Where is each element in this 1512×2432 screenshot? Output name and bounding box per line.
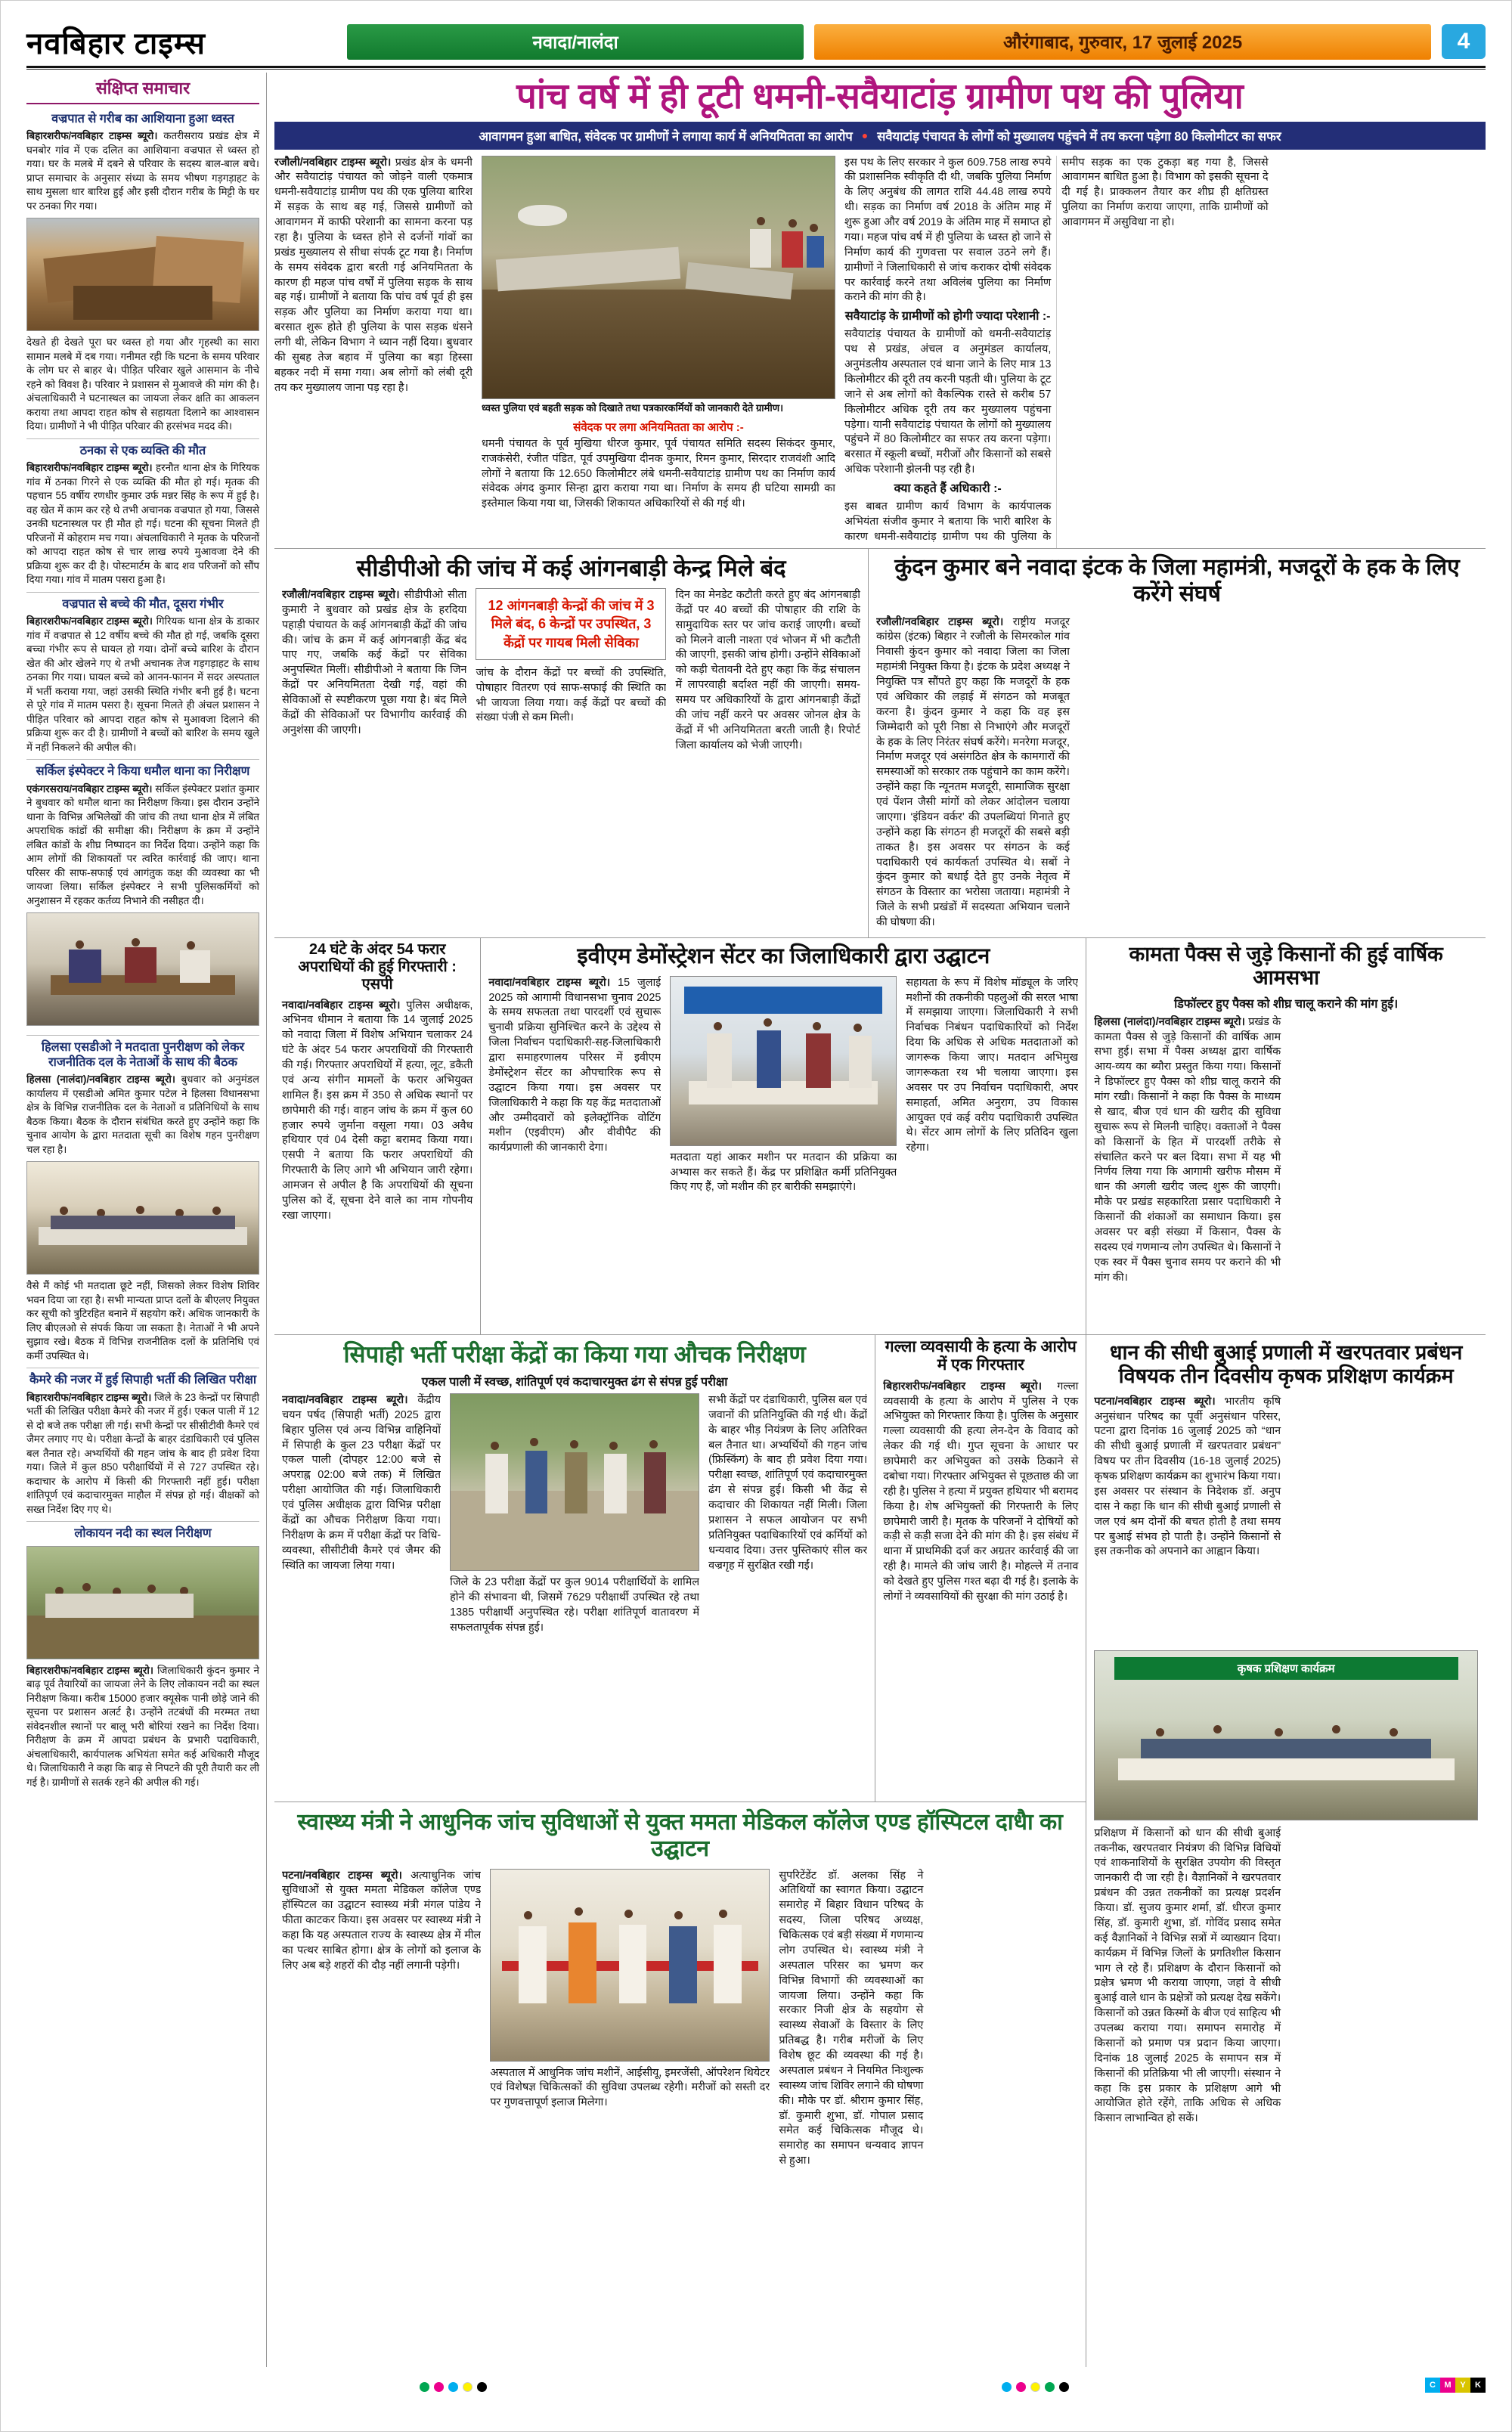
photo-shape — [757, 1030, 782, 1088]
sipahi-byline: नवादा/नवबिहार टाइम्स ब्यूरो। — [282, 1393, 418, 1406]
photo-shape — [187, 941, 195, 950]
evm-body — [488, 976, 1078, 1330]
lead-column-1: रजौली/नवबिहार टाइम्स ब्यूरो। प्रखंड क्षेत्र के धमनी और सवैयाटांड़ पंचायत को जोड़ने वाली एकमात्र धमनी-सवैयाटांड़ ग्रामीण पथ की एक पुलिया बारिश में सड़क के साथ बह गई, जिससे ग्रामीणों को आवागमन में काफी परेशानी का सामना करना पड़ रहा है। पुलिया के ध्वस्त होने से दर्जनों गांवों का प्रखंड मुख्यालय से सीधा संपर्क टूट गया है। निर्माण के समय संवेदक द्वारा बरती गई अनियमितता के कारण ही महज पांच वर्षों में पुलिया सड़क के साथ बह गई। ग्रामीणों ने बताया कि पांच वर्ष पूर्व ही इस सड़क और पुलिया का निर्माण कराया गया था। बरसात शुरू होते ही पुलिया के पास सड़क धंसने लगी थी, लेकिन विभाग ने ध्यान नहीं दिया। बुधवार की सुबह तेज बहाव में पुलिया का बड़ा हिस्सा बहकर नदी में समा गया। अब लोगों को लंबी दूरी तय कर मुख्यालय जाना पड़ रहा है। — [274, 156, 472, 394]
mamta-byline: पटना/नवबिहार टाइम्स ब्यूरो। — [282, 1869, 411, 1882]
anganwadi-col-1: रजौली/नवबिहार टाइम्स ब्यूरो। सीडीपीओ सीता कुमारी ने बुधवार को प्रखंड क्षेत्र के हरदिया पहाड़ी पंचायत के कई आंगनबाड़ी केंद्रों की जांच की। जांच के क्रम में कई आंगनबाड़ी केंद्र बंद पाए गए, जबकि कई केंद्रों पर सेविका अनुपस्थित मिलीं। सीडीपीओ ने बताया कि जिन केंद्रों पर अनियमितता देखी गई, वहां की सेविकाओं से स्पष्टीकरण पूछा गया है। बंद मिले केंद्रों की सेविकाओं पर विभागीय कार्रवाई की अनुशंसा की जाएगी। — [282, 588, 467, 736]
photo-shape — [849, 1036, 872, 1088]
photo-shape — [73, 286, 212, 319]
anganwadi-col-3 — [675, 588, 860, 933]
sipahi-col-3 — [708, 1393, 867, 1797]
pacs-byline: हिलसा (नालंदा)/नवबिहार टाइम्स ब्यूरो। — [1094, 1015, 1249, 1028]
anganwadi-col-2 — [476, 588, 666, 933]
lead-right-text-3: इस बाबत ग्रामीण कार्य विभाग के कार्यपालक अभियंता संजीव कुमार ने बताया कि भारी बारिश के कारण धमनी-सवैयाटांड़ ग्रामीण पथ की पुलिया के समीप सड़क का एक टुकड़ा बह गया है, जिससे आवागमन बाधित हुआ है। विभाग को इसकी सूचना दे दी गई है। प्राक्कलन तैयार कर शीघ्र ही क्षतिग्रस्त पुलिया का निर्माण कराया जाएगा, ताकि ग्रामीणों को आवागमन में असुविधा ना हो। — [844, 156, 1269, 543]
evm-col-2 — [670, 976, 897, 1330]
cmyk-letter-k: K — [1470, 2378, 1486, 2393]
arrests-headline: 24 घंटे के अंदर 54 फरार अपराधियों की हुई गिरफ्तारी : एसपी — [298, 941, 457, 993]
registration-dot — [1059, 2382, 1069, 2392]
photo-shape — [570, 1440, 578, 1448]
photo-shape — [604, 1454, 627, 1513]
band-3 — [274, 938, 1486, 1335]
photo-shape — [482, 290, 835, 398]
mamta-article — [274, 1802, 1086, 2367]
brief-byline: बिहारशरीफ/नवबिहार टाइम्स ब्यूरो। — [26, 130, 164, 142]
edition-bar: नवादा/नालंदा — [347, 24, 804, 60]
photo-shape — [1275, 1728, 1283, 1736]
brief-body: बिहारशरीफ/नवबिहार टाइम्स ब्यूरो। जिले के 23 केन्द्रों पर सिपाही भर्ती की लिखित परीक्षा कैमरे की नजर में हुई। एकल पाली में 12 से दो बजे तक परीक्षा ली गई। सभी केन्द्रों पर सीसीटीवी कैमरे एवं जैमर लगाए गए थे। परीक्षा केन्द्रों के बाहर दंडाधिकारी एवं पुलिस बल तैनात रहे। अभ्यर्थियों की गहन जांच के बाद ही प्रवेश दिया गया। जिले में कुल 850 परीक्षार्थियों में से 727 उपस्थित रहे। कदाचार के आरोप में किसी की गिरफ्तारी नहीं हुई। परीक्षा शांतिपूर्ण एवं कदाचारमुक्त माहौल में संपन्न हो गई। वीक्षकों को सख्त निर्देश दिए गए थे। — [26, 1391, 259, 1515]
registration-dot — [1045, 2382, 1055, 2392]
photo-shape — [147, 1585, 156, 1593]
dhan-headline: धान की सीधी बुआई प्रणाली में खरपतवार प्रबंधन विषयक तीन दिवसीय कृषक प्रशिक्षण कार्यक्रम — [1109, 1341, 1463, 1388]
brief-item — [26, 439, 259, 593]
photo-shape — [674, 1911, 683, 1919]
masthead: नवबिहार टाइम्स — [26, 26, 206, 60]
photo-shape — [45, 1594, 194, 1619]
galla-byline: बिहारशरीफ/नवबिहार टाइम्स ब्यूरो। — [883, 1380, 1058, 1393]
page-content — [26, 73, 1486, 2367]
registration-dot — [463, 2382, 472, 2392]
lead-strap — [274, 122, 1486, 150]
page-number: 4 — [1442, 24, 1486, 59]
registration-dot — [420, 2382, 429, 2392]
registration-dot — [1030, 2382, 1040, 2392]
sipahi-col-1: नवादा/नवबिहार टाइम्स ब्यूरो। केंद्रीय चयन पर्षद (सिपाही भर्ती) 2025 द्वारा बिहार पुलिस एवं अन्य विभिन्न वाहिनियों में सिपाही के कुल 23 परीक्षा केंद्रों पर एकल पाली (दोपहर 12:00 बजे से अपराह्न 02:00 बजे तक) में लिखित परीक्षा आयोजित की गई। जिलाधिकारी एवं पुलिस अधीक्षक द्वारा विभिन्न परीक्षा केंद्रों का औचक निरीक्षण किया गया। निरीक्षण के क्रम में परीक्षा केंद्रों पर विधि-व्यवस्था, सीसीटीवी कैमरे एवं जैमर की स्थिति का जायजा लिया गया। — [282, 1393, 442, 1572]
dhan-article — [1086, 1335, 1486, 2367]
photo-shape — [649, 1440, 658, 1448]
brief-body: बिहारशरीफ/नवबिहार टाइम्स ब्यूरो। गिरियक थाना क्षेत्र के डाकार गांव में वज्रपात से 12 वर्षीय बच्चे की मौत हो गई, जबकि दूसरा बच्चा गंभीर रूप से घायल हो गया। दोनों बच्चे बारिश के दौरान खेत की ओर खेलने गए थे तभी अचानक तेज गड़गड़ाहट के साथ ठनका गिर गया। घायल बच्चे को आनन-फानन में सदर अस्पताल में भर्ती कराया गया, जहां उसकी स्थिति गंभीर बनी हुई है। घटना से पूरे गांव में मातम पसरा है। सूचना मिलते ही अंचल प्रशासन ने पीड़ित परिवार को आपदा राहत कोष से मुआवजा दिलाने की प्रक्रिया शुरू कर दी है। ग्रामीणों ने बच्चों को बारिश के समय खुले में नहीं निकलने की अपील की। — [26, 615, 259, 753]
photo-shape — [136, 1206, 144, 1214]
registration-mark-group — [1002, 2382, 1069, 2392]
lead-headline: पांच वर्ष में ही टूटी धमनी-सवैयाटांड़ ग्रामीण पथ की पुलिया — [516, 76, 1244, 116]
photo-shape — [39, 1227, 246, 1245]
photo-shape — [807, 236, 824, 268]
photo-shape — [132, 938, 140, 946]
photo-shape — [76, 940, 84, 949]
photo-shape — [719, 1910, 727, 1918]
photo-shape — [524, 1911, 532, 1919]
anganwadi-byline: रजौली/नवबिहार टाइम्स ब्यूरो। — [282, 588, 404, 601]
photo-shape — [714, 1022, 722, 1030]
registration-dot — [1002, 2382, 1012, 2392]
brief-item — [26, 1368, 259, 1522]
sipahi-body-2: जिले के 23 परीक्षा केंद्रों पर कुल 9014 परीक्षार्थियों के शामिल होने की संभावना थी, जिसमें 7629 परीक्षार्थी उपस्थित रहे तथा 1385 परीक्षार्थी अनुपस्थित रहे। परीक्षा शांतिपूर्ण वातावरण में सफलतापूर्वक संपन्न हुई। — [450, 1575, 700, 1634]
lead-photo-block — [482, 156, 835, 548]
evm-body-2: मतदाता यहां आकर मशीन पर मतदान की प्रक्रिया का अभ्यास कर सकते हैं। केंद्र पर प्रशिक्षित कर्मी प्रतिनियुक्त किए गए हैं, जो मशीन की हर बारीकी समझाएंगे। — [670, 1151, 897, 1194]
photo-shape — [810, 224, 818, 232]
lead-subhead-1: संवेदक पर लगा अनियमितता का आरोप :- — [573, 420, 744, 434]
photo-shape — [1390, 1728, 1398, 1736]
photo-shape — [644, 1452, 667, 1514]
cmyk-letter-c: C — [1425, 2378, 1440, 2393]
pacs-article — [1086, 938, 1486, 1334]
dhan-body-1: पटना/नवबिहार टाइम्स ब्यूरो। भारतीय कृषि अनुसंधान परिषद का पूर्वी अनुसंधान परिसर, पटना द्वारा दिनांक 16 जुलाई 2025 को “धान की सीधी बुआई प्रणाली में खरपतवार प्रबंधन” विषय पर तीन दिवसीय (16-18 जुलाई 2025) कृषक प्रशिक्षण कार्यक्रम का शुभारंभ किया गया। इस अवसर पर संस्थान के निदेशक डॉ. अनुप दास ने कहा कि धान की सीधी बुआई प्रणाली से जल एवं श्रम दोनों की बचत होती है तथा समय पर बुआई संभव हो पाती है। उन्होंने किसानों से इस तकनीक को अपनाने का आह्वान किया। — [1094, 1395, 1281, 1558]
registration-dot — [1016, 2382, 1026, 2392]
photo-shape — [764, 1018, 772, 1027]
evm-article — [480, 938, 1086, 1334]
photo-shape — [485, 1454, 508, 1513]
cmyk-letter-y: Y — [1455, 2378, 1470, 2393]
galla-article — [875, 1335, 1086, 1802]
brief-headline: ठनका से एक व्यक्ति की मौत — [79, 443, 206, 457]
farmer-training-photo — [1094, 1650, 1478, 1820]
brief-item — [26, 593, 259, 760]
dateline-bar: औरंगाबाद, गुरुवार, 17 जुलाई 2025 — [814, 24, 1431, 60]
police-station-inspection-photo — [26, 912, 259, 1026]
photo-shape — [27, 1616, 259, 1658]
registration-dot — [434, 2382, 444, 2392]
galla-headline: गल्ला व्यवसायी के हत्या के आरोप में एक गिरफ्तार — [885, 1338, 1077, 1374]
arrests-article — [274, 938, 480, 1334]
photo-shape — [789, 219, 797, 228]
brief-item — [26, 760, 259, 1036]
evm-headline: इवीएम डेमोंस्ट्रेशन सेंटर का जिलाधिकारी द्वारा उद्घाटन — [577, 944, 990, 968]
dhan-byline: पटना/नवबिहार टाइम्स ब्यूरो। — [1094, 1395, 1225, 1408]
photo-shape — [624, 1910, 633, 1918]
intuc-article — [868, 549, 1486, 937]
photo-shape — [569, 1922, 596, 2003]
photo-shape — [1213, 1725, 1222, 1733]
photo-shape — [1332, 1725, 1340, 1733]
sipahi-headline: सिपाही भर्ती परीक्षा केंद्रों का किया गया औचक निरीक्षण — [343, 1341, 806, 1368]
evm-demo-center-photo — [670, 976, 897, 1146]
brief-body: बिहारशरीफ/नवबिहार टाइम्स ब्यूरो। जिलाधिकारी कुंदन कुमार ने बाढ़ पूर्व तैयारियों का जायजा लेने के लिए लोकायन नदी का स्थल निरीक्षण किया। करीब 15000 हजार क्यूसेक पानी छोड़े जाने की सूचना पर प्रशासन अलर्ट है। उन्होंने तटबंधों की मरम्मत तथा संवेदनशील स्थानों पर बालू भरी बोरियां रखने का निर्देश दिया। निरीक्षण के क्रम में आपदा प्रबंधन के प्रभारी पदाधिकारी, अंचलाधिकारी, कार्यपालक अभियंता समेत कई अधिकारी मौजूद थे। जिलाधिकारी ने कहा कि बाढ़ से निपटने की पूरी तैयारी कर ली गई है। ग्रामीणों से सतर्क रहने की अपील की गई। — [26, 1664, 259, 1788]
main-column — [267, 73, 1486, 2367]
lead-byline: रजौली/नवबिहार टाइम्स ब्यूरो। — [274, 156, 395, 169]
anganwadi-body-2: जांच के दौरान केंद्रों पर बच्चों की उपस्थिति, पोषाहार वितरण एवं साफ-सफाई की स्थिति का भी जायजा लिया गया। कई केंद्रों पर बच्चों की संख्या पंजी से कम मिली। — [476, 666, 667, 724]
brief-body-cont: देखते ही देखते पूरा घर ध्वस्त हो गया और गृहस्थी का सारा सामान मलबे में दब गया। गनीमत रही कि घटना के समय परिवार के लोग घर से बाहर थे। पीड़ित परिवार खुले आसमान के नीचे रहने को विवश है। परिवार ने प्रशासन से मुआवजे की मांग की है। अंचलाधिकारी ने घटनास्थल का जायजा लेकर क्षति का आकलन कराया तथा आपदा राहत कोष से सहायता दिलाने का आश्वासन दिया। ग्रामीणों ने भी पीड़ित परिवार की हरसंभव मदद की। — [26, 336, 259, 432]
pacs-subhead: डिफॉल्टर हुए पैक्स को शीघ्र चालू कराने की मांग हुई। — [1174, 997, 1399, 1011]
hospital-inauguration-photo — [490, 1869, 770, 2062]
photo-shape — [806, 1033, 831, 1087]
sdo-meeting-photo — [26, 1161, 259, 1275]
brief-item — [26, 107, 259, 439]
lead-right-columns — [844, 156, 1486, 548]
registration-mark-group — [420, 2382, 487, 2392]
galla-body: बिहारशरीफ/नवबिहार टाइम्स ब्यूरो। गल्ला व्यवसायी के हत्या के आरोप में पुलिस ने एक अभियुक्त को गिरफ्तार किया है। पुलिस के अनुसार गल्ला व्यवसायी की हत्या लेन-देन के विवाद को लेकर की गई थी। गुप्त सूचना के आधार पर छापेमारी कर अभियुक्त को उसके ठिकाने से दबोचा गया। गिरफ्तार अभियुक्त से पूछताछ की जा रही है। पुलिस ने हत्या में प्रयुक्त हथियार भी बरामद किया है। शेष अभियुक्तों की गिरफ्तारी के लिए छापेमारी जारी है। मृतक के परिजनों ने दोषियों को कड़ी से कड़ी सजा देने की मांग की है। इस संबंध में थाना में प्राथमिकी दर्ज कर अग्रतर कार्रवाई की जा रही है। मामले की जांच जारी है। मोहल्ले में तनाव को देखते हुए पुलिस गश्त बढ़ा दी गई है। इलाके के लोगों ने व्यवसायियों की सुरक्षा की मांग उठाई है। — [883, 1380, 1079, 1603]
header-rule — [26, 66, 1486, 70]
brief-byline: बिहारशरीफ/नवबिहार टाइम्स ब्यूरो। — [26, 615, 156, 627]
brief-headline: वज्रपात से बच्चे की मौत, दूसरा गंभीर — [62, 596, 224, 611]
evm-col-3 — [906, 976, 1078, 1330]
photo-shape — [854, 1024, 862, 1032]
brief-headline: कैमरे की नजर में हुई सिपाही भर्ती की लिखित परीक्षा — [29, 1373, 257, 1387]
brief-body-cont: वैसे मैं कोई भी मतदाता छूटे नहीं, जिसको लेकर विशेष शिविर भवन दिया जा रहा है। सभी मान्यता प्राप्त दलों के बीएलए नियुक्त कर सूची को त्रुटिरहित बनाने में सहयोग करें। अधिक जानकारी के लिए बीएलओ से संपर्क किया जा सकता है। नेताओं ने भी अपने सुझाव रखे। बैठक में विभिन्न राजनीतिक दलों के प्रतिनिधि एवं कर्मी उपस्थित थे। — [26, 1280, 259, 1362]
brief-item — [26, 1522, 259, 1794]
exam-center-inspection-photo — [450, 1393, 699, 1571]
training-banner: कृषक प्रशिक्षण कार्यक्रम — [1114, 1657, 1458, 1680]
lead-strap-right: सवैयाटांड़ पंचायत के लोगों को मुख्यालय पहुंचने में तय करना पड़ेगा 80 किलोमीटर का सफर — [877, 129, 1281, 144]
brief-byline: हिलसा (नालंदा)/नवबिहार टाइम्स ब्यूरो। — [26, 1073, 181, 1086]
sipahi-body — [282, 1393, 867, 1797]
anganwadi-body-3: दिन का मेनडेट कटौती करते हुए बंद आंगनबाड़ी केंद्रों पर 40 बच्चों की पोषाहार की राशि के सामुदायिक स्तर पर जांच कराई जाएगी। बच्चों को मिलने वाली नाश्ता एवं भोजन में भी कटौती की जाएगी, इसकी जांच होगी। उन्होंने सेविकाओं को कड़ी चेतावनी देते हुए कहा कि केंद्र संचालन में लापरवाही बर्दाश्त नहीं की जाएगी। समय-समय पर अधिकारियों के द्वारा आंगनबाड़ी केंद्रों की जांच नहीं करने पर अवसर जोनल क्षेत्र के केंद्रों में भी अनियमितता बरती जाती है। रिपोर्ट जिला कार्यालय को भेजी जाएगी। — [675, 588, 860, 751]
collapsed-house-photo — [26, 218, 259, 331]
brief-body: एकंगरसराय/नवबिहार टाइम्स ब्यूरो। सर्किल इंस्पेक्टर प्रशांत कुमार ने बुधवार को धमौल थाना का निरीक्षण किया। इस दौरान उन्होंने थाना के विभिन्न अभिलेखों की जांच की तथा थाना क्षेत्र में लंबित अपराधिक कांडों की समीक्षा की। निरीक्षण के क्रम में उन्होंने लंबित कांडों के शीघ्र निष्पादन का निर्देश दिया। उन्होंने कहा कि आम लोगों की शिकायतों पर त्वरित कार्रवाई की जाए। थाना परिसर की साफ-सफाई एवं आगंतुक कक्ष की व्यवस्था का भी जायजा लिया। सर्किल इंस्पेक्टर ने सभी पुलिसकर्मियों को अनुशासन में रहकर कर्तव्य निभाने की नसीहत दी। — [26, 782, 259, 906]
brief-item — [26, 1036, 259, 1368]
intuc-headline: कुंदन कुमार बने नवादा इंटक के जिला महामंत्री, मजदूरों के हक के लिए करेंगे संघर्ष — [894, 555, 1460, 606]
arrests-body: नवादा/नवबिहार टाइम्स ब्यूरो। पुलिस अधीक्षक, अभिनव धीमान ने बताया कि 14 जुलाई 2025 को नवादा जिला में विशेष अभियान चलाकर 24 घंटे के अंदर 54 फरार अपराधियों की गिरफ्तारी की गई। गिरफ्तार अपराधियों में हत्या, लूट, डकैती एवं अन्य संगीन मामलों के फरार अभियुक्त शामिल हैं। इस क्रम में 350 से अधिक स्थानों पर छापेमारी की गई। वाहन जांच के क्रम में कुल 60 हजार रुपये जुर्माना वसूला गया। 03 अवैध हथियार एवं 04 देसी कट्टा बरामद किया गया। एसपी ने बताया कि फरार अपराधियों की गिरफ्तारी के लिए आगे भी अभियान जारी रहेगा। आमजन से अपील है कि अपराधियों की सूचना पुलिस को दें, सूचना देने वाले का नाम गोपनीय रखा जाएगा। — [282, 999, 473, 1222]
cmyk-letter-m: M — [1440, 2378, 1455, 2393]
photo-shape — [684, 987, 882, 1014]
brief-byline: बिहारशरीफ/नवबिहार टाइम्स ब्यूरो। — [26, 1664, 157, 1676]
lead-subhead-2: सवैयाटांड़ के ग्रामीणों को होगी ज्यादा परेशानी :- — [844, 310, 1051, 324]
photo-shape — [1156, 1728, 1164, 1736]
lead-right-text-1: इस पथ के लिए सरकार ने कुल 609.758 लाख रुपये की प्रशासनिक स्वीकृति दी थी, जबकि पुलिया निर्माण के लिए अनुबंध की लागत राशि 44.48 लाख रुपये थी। सड़क का निर्माण वर्ष 2018 के अंतिम माह में शुरू हुआ और वर्ष 2019 के अंतिम माह में समाप्त हो गया। महज पांच वर्ष में ही पुलिया के ध्वस्त हो जाने से निर्माण कार्य की गुणवत्ता पर सवाल उठने लगे हैं। ग्रामीणों ने जिलाधिकारी से जांच कराकर दोषी संवेदक पर कार्रवाई करने तथा अविलंब पुलिया का निर्माण कराने की मांग की है। — [844, 156, 1052, 304]
lead-photo-caption: ध्वस्त पुलिया एवं बहती सड़क को दिखाते तथा पत्रकारकर्मियों को जानकारी देते ग्रामीण। — [482, 401, 784, 414]
evm-byline: नवादा/नवबिहार टाइम्स ब्यूरो। — [488, 976, 618, 989]
brief-headline: सर्किल इंस्पेक्टर ने किया धमौल थाना का निरीक्षण — [36, 764, 250, 779]
photo-shape — [495, 246, 680, 290]
mamta-col-3 — [779, 1869, 1078, 2362]
band-2 — [274, 549, 1486, 938]
arrests-byline: नवादा/नवबिहार टाइम्स ब्यूरो। — [282, 999, 407, 1012]
intuc-body: रजौली/नवबिहार टाइम्स ब्यूरो। राष्ट्रीय मजदूर कांग्रेस (इंटक) बिहार ने रजौली के सिमरकोल गांव निवासी कुंदन कुमार को नवादा जिला का जिला महामंत्री नियुक्त किया है। इंटक के प्रदेश अध्यक्ष ने नियुक्ति पत्र सौंपते हुए कहा कि मजदूरों के हक एवं अधिकार की लड़ाई में संगठन को मजबूत करना है। कुंदन कुमार ने कहा कि वह इस जिम्मेदारी को पूरी निष्ठा से निभाएंगे और मजदूरों के हक के लिए निरंतर संघर्ष करेंगे। मनरेगा मजदूर, निर्माण मजदूर एवं असंगठित क्षेत्र के कामगारों की समस्याओं को सरकार तक पहुंचाने का काम करेंगे। उन्होंने कहा कि न्यूनतम मजदूरी, सामाजिक सुरक्षा एवं पेंशन जैसी मांगों को लेकर आंदोलन चलाया जाएगा। ‘इंडियन वर्कर’ की उपलब्धियां गिनाते हुए उन्होंने कहा कि संगठन ही मजदूरों की सबसे बड़ी ताकत है। इस अवसर पर संगठन के कई पदाधिकारी एवं कार्यकर्ता उपस्थित थे। सबों ने कुंदन कुमार को बधाई देते हुए उनके नेतृत्व में संगठन के विस्तार का भरोसा जताया। महामंत्री ने जिले के सभी प्रखंडों में सदस्यता अभियान चलाने की घोषणा की। — [875, 615, 1070, 929]
lead-subhead-3: क्या कहते हैं अधिकारी :- — [894, 482, 1002, 496]
lead-underphoto-text: धमनी पंचायत के पूर्व मुखिया धीरज कुमार, पूर्व पंचायत समिति सदस्य सिकंदर कुमार, राजकंसेरी, रंजीत पंडित, पूर्व उपमुखिया दीनक कुमार, रिमन कुमार, सिरदार राजवंशी आदि लोगों ने बताया कि 12.650 किलोमीटर लंबे धमनी-सवैयाटांड़ ग्रामीण पथ का निर्माण कार्य संवेदक अंगद कुमार सिन्हा द्वारा कराया गया था। निर्माण के समय ही घटिया सामग्री का इस्तेमाल किया गया था, जिसकी शिकायत अधिकारियों से की गई थी। — [482, 437, 835, 510]
photo-shape — [1141, 1739, 1431, 1759]
photo-shape — [575, 1907, 583, 1916]
sipahi-subhead: एकल पाली में स्वच्छ, शांतिपूर्ण एवं कदाचारमुक्त ढंग से संपन्न हुई परीक्षा — [421, 1375, 728, 1389]
briefs-title: संक्षिप्त समाचार — [26, 74, 259, 104]
anganwadi-inset-box: 12 आंगनबाड़ी केन्द्रों की जांच में 3 मिले बंद, 6 केन्द्रों पर उपस्थित, 3 केंद्रों पर गायब मिली सेविका — [476, 588, 666, 660]
photo-shape — [565, 1452, 587, 1514]
page-header — [26, 22, 1486, 61]
cmyk-block — [1425, 2378, 1486, 2393]
brief-byline: एकंगरसराय/नवबिहार टाइम्स ब्यूरो। — [26, 782, 156, 795]
brief-headline: लोकायन नदी का स्थल निरीक्षण — [74, 1526, 212, 1541]
band-4-top — [274, 1335, 1086, 1802]
band-4 — [274, 1335, 1486, 2367]
lead-body — [274, 150, 1486, 548]
brief-byline: बिहारशरीफ/नवबिहार टाइम्स ब्यूरो। — [26, 462, 156, 474]
mamta-body-2: अस्पताल में आधुनिक जांच मशीनें, आईसीयू, इमरजेंसी, ऑपरेशन थियेटर एवं विशेषज्ञ चिकित्सकों की सुविधा उपलब्ध रहेगी। मरीजों को सस्ती दर पर गुणवत्तापूर्ण इलाज मिलेगा। — [490, 2066, 770, 2109]
brief-body: बिहारशरीफ/नवबिहार टाइम्स ब्यूरो। कतरीसराय प्रखंड क्षेत्र में घनबोर गांव में एक दलित का आशियाना वज्रपात से ध्वस्त हो गया। घर के मलबे में दबने से परिवार के सदस्य बाल-बाल बचे। प्राप्त समाचार के अनुसार संध्या के समय भीषण गड़गड़ाहट के साथ मुसला धार बारिश हुई और इसी दौरान गरीब के मिट्टी के घर पर ठनका गिर गया। — [26, 130, 259, 212]
photo-shape — [813, 1022, 821, 1030]
brief-headline: वज्रपात से गरीब का आशियाना हुआ ध्वस्त — [51, 112, 234, 125]
lead-right-text-2: सवैयाटांड़ पंचायत के ग्रामीणों को धमनी-सवैयाटांड़ पथ से प्रखंड, अंचल व अनुमंडल कार्यालय, अनुमंडलीय अस्पताल एवं थाना जाने के लिए मात्र 13 किलोमीटर की दूरी तय करनी पड़ती थी। पुलिया के टूट जाने से अब लोगों को वैकल्पिक रास्ते से करीब 57 किलोमीटर अधिक दूरी तय कर मुख्यालय पहुंचना पड़ेगा। यानी सवैयाटांड़ पंचायत के लोगों को मुख्यालय पहुंचने में 80 किलोमीटर का सफर तय करना पड़ेगा। बरसात में स्कूली बच्चों, मरीजों और किसानों को सबसे अधिक परेशानी झेलनी पड़ रही है। — [844, 328, 1052, 476]
brief-body: बिहारशरीफ/नवबिहार टाइम्स ब्यूरो। हरनौत थाना क्षेत्र के गिरियक गांव में ठनका गिरने से एक व्यक्ति की मौत हो गई। मृतक की पहचान 55 वर्षीय रणधीर कुमार उर्फ मन्नर सिंह के रूप में हुई है। वह खेत में काम कर रहे थे तभी अचानक वज्रपात हो गया, जिससे उनकी घटनास्थल पर ही मौत हो गई। घटना की सूचना मिलते ही परिजनों में कोहराम मच गया। अंचलाधिकारी ने मृतक के परिजनों को आपदा राहत कोष से चार लाख रुपये मुआवजा देने की प्रक्रिया शुरू कर दी है। पोस्टमार्टम के बाद शव परिजनों को सौंप दिया गया। गांव में मातम पसरा हुआ है। — [26, 462, 259, 586]
broken-culvert-photo — [482, 156, 835, 399]
photo-shape — [51, 1216, 236, 1229]
pacs-headline: कामता पैक्स से जुड़े किसानों की हुई वार्षिक आमसभा — [1129, 943, 1443, 990]
photo-shape — [530, 1438, 538, 1446]
brief-body: हिलसा (नालंदा)/नवबिहार टाइम्स ब्यूरो। बुधवार को अनुमंडल कार्यालय में एसडीओ अमित कुमार पटेल ने हिलसा विधानसभा क्षेत्र के विभिन्न राजनीतिक दल के नेताओं व प्रतिनिधियों के साथ बैठक किया। बैठक के दौरान संबंधित करते हुए उन्होंने कहा कि चुनाव आयोग के द्वारा मतदाता सूची का विशेष गहन पुनरीक्षण चल रहा है। — [26, 1073, 259, 1155]
photo-shape — [180, 950, 210, 983]
photo-shape — [125, 947, 157, 983]
photo-shape — [707, 1033, 732, 1087]
evm-body-3: सहायता के रूप में विशेष मॉड्यूल के जरिए मशीनों की तकनीकी पहलुओं की सरल भाषा में समझाया जाएगा। जिलाधिकारी ने सभी निर्वाचक निबंधन पदाधिकारियों को निर्देश दिया कि अधिक से अधिक मतदाताओं को जागरूक किया जाए। मतदान अभिमुख जागरूकता रथ भी चलाया जाएगा। इस अवसर पर उप निर्वाचन पदाधिकारी, अपर समाहर्ता, अमित अनुराग, उप विकास आयुक्त एवं कई वरीय पदाधिकारी उपस्थित थे। सेंटर आम लोगों के लिए प्रतिदिन खुला रहेगा। — [906, 976, 1079, 1154]
photo-shape — [757, 217, 765, 225]
photo-shape — [82, 1583, 91, 1591]
lead-story — [274, 73, 1486, 549]
brief-headline: हिलसा एसडीओ ने मतदाता पुनरीक्षण को लेकर राजनीतिक दल के नेताओं के साथ की बैठक — [41, 1040, 245, 1069]
river-inspection-photo — [26, 1546, 259, 1659]
photo-shape — [491, 1442, 499, 1450]
mamta-col-1: पटना/नवबिहार टाइम्स ब्यूरो। अत्याधुनिक जांच सुविधाओं से युक्त ममता मेडिकल कॉलेज एण्ड हॉस्पिटल का उद्घाटन स्वास्थ्य मंत्री मंगल पांडेय ने फीता काटकर किया। इस अवसर पर स्वास्थ्य मंत्री ने कहा कि यह अस्पताल राज्य के स्वास्थ्य क्षेत्र में मील का पत्थर साबित होगा। क्षेत्र के लोगों को इलाज के लिए अब बड़े शहरों की दौड़ नहीं लगानी पड़ेगी। — [282, 1869, 482, 1972]
sipahi-body-3: सभी केंद्रों पर दंडाधिकारी, पुलिस बल एवं जवानों की प्रतिनियुक्ति की गई थी। केंद्रों के बाहर भीड़ नियंत्रण के लिए अतिरिक्त बल तैनात था। अभ्यर्थियों की गहन जांच (फ्रिस्किंग) के बाद ही प्रवेश दिया गया। परीक्षा स्वच्छ, शांतिपूर्ण एवं कदाचारमुक्त ढंग से संपन्न हुई। किसी भी केंद्र से कदाचार की शिकायत नहीं मिली। जिला प्रशासन ने सफल आयोजन पर सभी प्रतिनियुक्त पदाधिकारियों एवं कर्मियों को धन्यवाद दिया। उत्तर पुस्तिकाएं सील कर वज्रगृह में सुरक्षित रखी गईं। — [708, 1393, 868, 1572]
anganwadi-headline: सीडीपीओ की जांच में कई आंगनबाड़ी केन्द्र मिले बंद — [356, 555, 786, 581]
mamta-headline: स्वास्थ्य मंत्री ने आधुनिक जांच सुविधाओं से युक्त ममता मेडिकल कॉलेज एण्ड हॉस्पिटल दाधैा का उद्घाटन — [297, 1810, 1063, 1861]
sipahi-col-2 — [450, 1393, 699, 1797]
registration-dot — [448, 2382, 458, 2392]
photo-shape — [1118, 1758, 1455, 1780]
photo-shape — [750, 229, 771, 268]
mamta-body — [282, 1869, 1078, 2362]
photo-shape — [60, 1207, 68, 1215]
photo-shape — [525, 1451, 548, 1514]
sipahi-article — [274, 1335, 875, 1802]
intuc-byline: रजौली/नवबिहार टाइम्स ब्यूरो। — [875, 615, 1013, 628]
dhan-body-2: प्रशिक्षण में किसानों को धान की सीधी बुआई तकनीक, खरपतवार नियंत्रण की विभिन्न विधियों एवं शाकनाशियों के सुरक्षित उपयोग की विस्तृत जानकारी दी जा रही है। वैज्ञानिकों ने खरपतवार प्रबंधन की उन्नत तकनीकों का प्रत्यक्ष प्रदर्शन किया। डॉ. सुजय कुमार शर्मा, डॉ. धीरज कुमार सिंह, डॉ. कुमारी शुभा, डॉ. गोविंद प्रसाद समेत कई वैज्ञानिकों ने विभिन्न सत्रों में व्याख्यान दिया। कार्यक्रम में विभिन्न जिलों के प्रगतिशील किसान भाग ले रहे हैं। प्रशिक्षण के दौरान किसानों को प्रक्षेत्र भ्रमण भी कराया जाएगा, जहां वे सीधी बुआई वाले धान के प्रक्षेत्रों को प्रत्यक्ष देख सकेंगे। किसानों को उन्नत किस्मों के बीज एवं साहित्य भी उपलब्ध कराया गया। समापन समारोह में किसानों को प्रमाण पत्र प्रदान किया जाएगा। दिनांक 18 जुलाई 2025 के समापन सत्र में किसानों की प्रतिक्रिया भी ली जाएगी। संस्थान ने कहा कि इस प्रकार के प्रशिक्षण आगे भी आयोजित होते रहेंगे, ताकि अधिक से अधिक किसान लाभान्वित हो सकें। — [1094, 1826, 1281, 2125]
brief-byline: बिहारशरीफ/नवबिहार टाइम्स ब्यूरो। — [26, 1391, 155, 1403]
mamta-col-2 — [490, 1869, 770, 2362]
anganwadi-body — [282, 588, 860, 933]
photo-shape — [609, 1442, 618, 1450]
briefs-column — [26, 73, 267, 2367]
photo-shape — [518, 205, 567, 227]
photo-shape — [782, 231, 803, 268]
band-4-left — [274, 1335, 1086, 2367]
evm-col-1: नवादा/नवबिहार टाइम्स ब्यूरो। 15 जुलाई 2025 को आगामी विधानसभा चुनाव 2025 के समय सफलता तथा पारदर्शी एवं सुचारू चुनावी प्रक्रिया सुनिश्चित करने के उद्देश्य से जिला निर्वाचन पदाधिकारी-सह-जिलाधिकारी द्वारा समाहरणालय परिसर में इवीएम डेमोंस्ट्रेशन सेंटर का औपचारिक रूप से उद्घाटन किया गया। इस अवसर पर जिलाधिकारी ने कहा कि यह केंद्र मतदाताओं और उम्मीदवारों को इलेक्ट्रॉनिक वोटिंग मशीन (एइवीएम) और वीवीपैट की कार्यप्रणाली की जानकारी देगा। — [488, 976, 662, 1154]
bullet-separator-icon: ● — [861, 129, 869, 142]
anganwadi-article — [274, 549, 868, 937]
registration-footer — [26, 2373, 1486, 2403]
mamta-body-3: सुपरिटेंडेंट डॉ. अलका सिंह ने अतिथियों का स्वागत किया। उद्घाटन समारोह में बिहार विधान परिषद के सदस्य, जिला परिषद अध्यक्ष, चिकित्सक एवं बड़ी संख्या में गणमान्य लोग उपस्थित थे। स्वास्थ्य मंत्री ने अस्पताल परिसर का भ्रमण कर विभिन्न विभागों की व्यवस्थाओं का जायजा लिया। उन्होंने कहा कि सरकार निजी क्षेत्र के सहयोग से स्वास्थ्य सेवाओं के विस्तार के लिए प्रतिबद्ध है। गरीब मरीजों के लिए विशेष छूट की व्यवस्था की गई है। अस्पताल प्रबंधन ने नियमित निःशुल्क स्वास्थ्य जांच शिविर लगाने की घोषणा की। मौके पर डॉ. श्रीराम कुमार सिंह, डॉ. कुमारी शुभा, डॉ. गोपाल प्रसाद समेत कई चिकित्सक मौजूद थे। समारोह का समापन धन्यवाद ज्ञापन से हुआ। — [779, 1869, 924, 2167]
photo-shape — [619, 1925, 647, 2003]
photo-shape — [714, 1925, 742, 2003]
lead-strap-left: आवागमन हुआ बाधित, संवेदक पर ग्रामीणों ने लगाया कार्य में अनियमितता का आरोप — [479, 129, 853, 144]
photo-shape — [69, 950, 101, 983]
photo-shape — [519, 1926, 547, 2003]
photo-shape — [212, 1207, 221, 1215]
pacs-body: हिलसा (नालंदा)/नवबिहार टाइम्स ब्यूरो। प्रखंड के कामता पैक्स से जुड़े किसानों की वार्षिक आम सभा हुई। सभा में पैक्स अध्यक्ष द्वारा वार्षिक आय-व्यय का ब्यौरा प्रस्तुत किया गया। किसानों ने डिफॉल्टर हुए पैक्स को शीघ्र चालू कराने की मांग रखी। किसानों ने कहा कि पैक्स के माध्यम से खाद, बीज एवं धान की खरीद की सुविधा सुचारू रूप से मिलनी चाहिए। वक्ताओं ने पैक्स को किसानों के हित में पारदर्शी तरीके से संचालित करने पर बल दिया। सभा में यह भी निर्णय लिया गया कि आगामी खरीफ मौसम में धान की अगली खरीद जल्द शुरू की जाएगी। मौके पर प्रखंड सहकारिता प्रसार पदाधिकारी ने किसानों की शंकाओं का समाधान किया। इस अवसर पर बड़ी संख्या में किसान, पैक्स के सदस्य एवं गणमान्य लोग उपस्थित थे। किसानों ने एक स्वर में पैक्स चुनाव समय पर कराने की भी मांग की। — [1094, 1015, 1281, 1284]
photo-shape — [669, 1926, 697, 2003]
registration-dot — [477, 2382, 487, 2392]
